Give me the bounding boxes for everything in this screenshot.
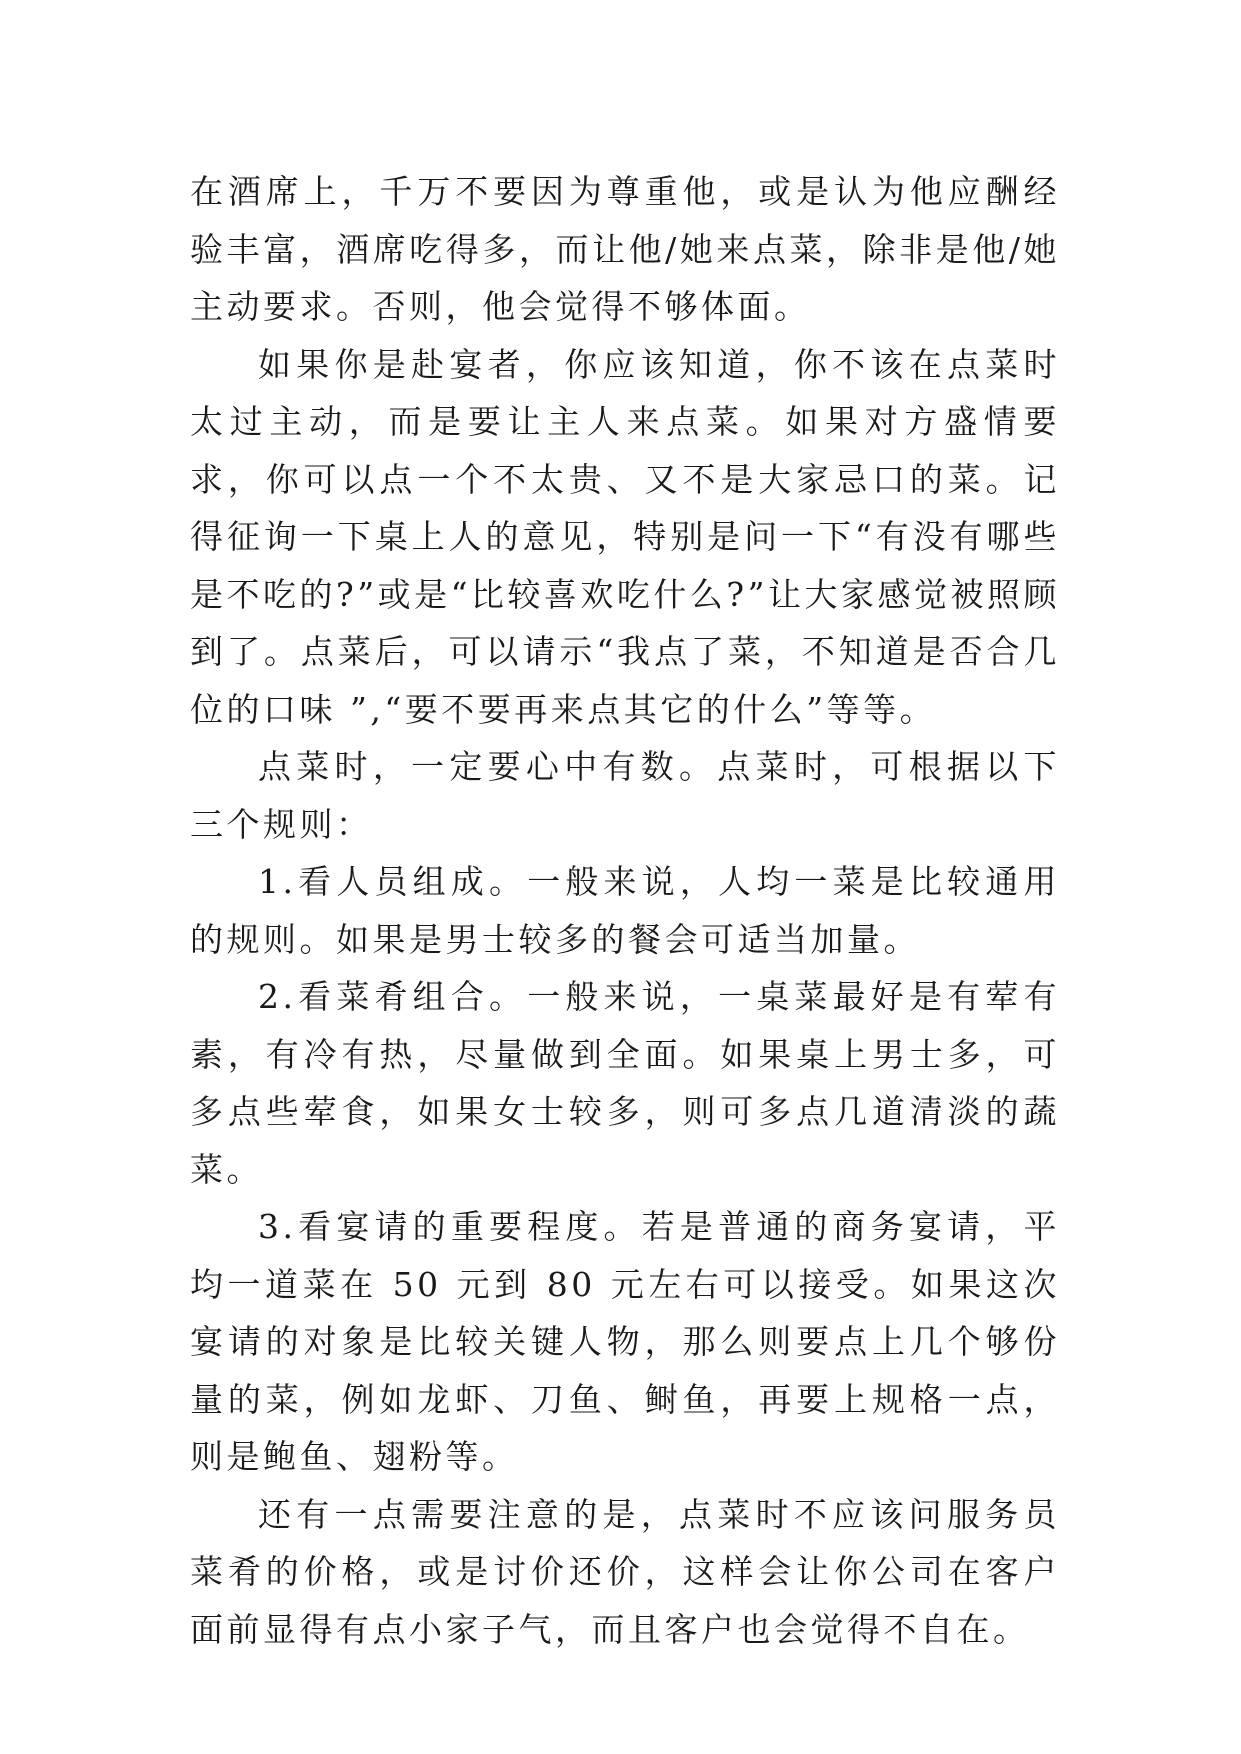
document-body xyxy=(190,163,1060,1658)
paragraph-rule-1: 1.看人员组成。一般来说，人均一菜是比较通用的规则。如果是男士较多的餐会可适当加量。 xyxy=(190,862,1060,959)
paragraph-rule-3: 3.看宴请的重要程度。若是普通的商务宴请，平均一道菜在 50 元到 80 元左右可以接受。如果这次宴请的对象是比较关键人物，那么则要点上几个够份量的菜，例如龙虾、刀鱼、鲥鱼，再要上规格一点，则是鲍鱼、翅粉等。 xyxy=(190,1207,1060,1476)
paragraph-2: 如果你是赴宴者，你应该知道，你不该在点菜时太过主动，而是要让主人来点菜。如果对方盛情要求，你可以点一个不太贵、又不是大家忌口的菜。记得征询一下桌上人的意见，特别是问一下“有没有哪些是不吃的?”或是“比较喜欢吃什么?”让大家感觉被照顾到了。点菜后，可以请示“我点了菜，不知道是否合几位的口味 ”,“要不要再来点其它的什么”等等。 xyxy=(190,344,1060,729)
paragraph-closing: 还有一点需要注意的是，点菜时不应该问服务员菜肴的价格，或是讨价还价，这样会让你公司在客户面前显得有点小家子气，而且客户也会觉得不自在。 xyxy=(190,1494,1060,1649)
paragraph-rule-2: 2.看菜肴组合。一般来说，一桌菜最好是有荤有素，有冷有热，尽量做到全面。如果桌上男士多，可多点些荤食，如果女士较多，则可多点几道清淡的蔬菜。 xyxy=(190,977,1060,1189)
paragraph-3: 点菜时，一定要心中有数。点菜时，可根据以下三个规则： xyxy=(190,747,1060,844)
paragraph-1: 在酒席上，千万不要因为尊重他，或是认为他应酬经验丰富，酒席吃得多，而让他/她来点菜，除非是他/她主动要求。否则，他会觉得不够体面。 xyxy=(190,172,1060,326)
